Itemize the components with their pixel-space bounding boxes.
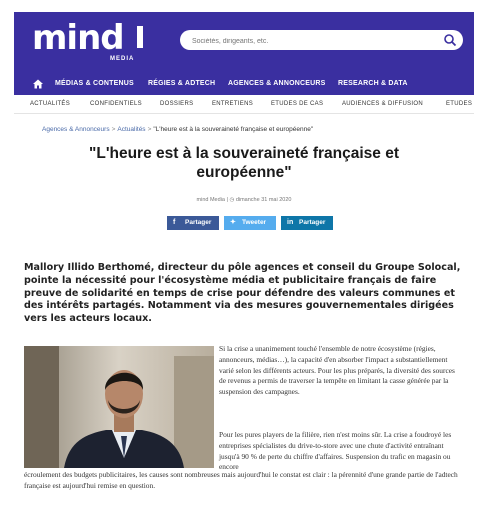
share-facebook-button[interactable] — [167, 216, 219, 230]
article-paragraph-3: écroulement des budgets publicitaires, les causes sont nombreuses mais aujourd'hui le constat est clair : la pérennité d'une grande partie de l'adtech française est aujourd'hui remise en question. — [24, 470, 458, 490]
breadcrumb-separator: > — [111, 126, 116, 133]
article-date: dimanche 31 mai 2020 — [235, 197, 292, 203]
breadcrumb — [42, 126, 313, 133]
search-input[interactable] — [180, 32, 420, 52]
article-author: mind Media — [196, 197, 225, 203]
article-paragraph-1: Si la crise a unanimement touché l'ensemble de notre écosystème (régies, annonceurs, médias…), la capacité d'en absorber l'impact a substantiellement varié selon les différents acteurs. Pour les plus préparés, la diversité des sources de revenus a permis de traverser la tempête en limitant la casse générée par la suspension des campagnes. — [219, 344, 455, 397]
share-twitter-label: Tweeter — [242, 219, 267, 226]
portrait-image — [24, 346, 214, 468]
clock-icon: ◷ — [229, 197, 235, 203]
breadcrumb-agences[interactable]: Agences & Annonceurs — [42, 126, 110, 133]
nav-agences-annonceurs[interactable]: AGENCES & ANNONCEURS — [228, 80, 326, 87]
logo-subtitle: MEDIA — [110, 56, 135, 62]
article-meta — [28, 197, 460, 203]
search-box — [180, 30, 463, 50]
article-title: "L'heure est à la souveraineté française et européenne" — [89, 145, 399, 181]
subnav-etudes[interactable]: ETUDES — [446, 101, 473, 107]
share-linkedin-button[interactable] — [281, 216, 333, 230]
subnav-etudes-de-cas[interactable]: ETUDES DE CAS — [271, 101, 324, 107]
subnav-dossiers[interactable]: DOSSIERS — [160, 101, 194, 107]
sub-nav — [14, 95, 474, 114]
breadcrumb-separator: > — [147, 126, 152, 133]
meta-divider: | — [226, 197, 230, 203]
home-icon[interactable] — [32, 78, 44, 90]
subnav-actualites[interactable]: ACTUALITÉS — [30, 101, 71, 107]
site-logo[interactable]: mind — [32, 18, 124, 58]
site-header — [14, 12, 474, 73]
article-lede: Mallory Illido Berthomé, directeur du pôle agences et conseil du Groupe Solocal, pointe la nécessité pour l'écosystème média et publicitaire français de faire preuve de solidarité en temps de crise pour défendre des valeurs communes et des intérêts partagés. Notamment via des mesures gouvernementales dirigées vers les acteurs locaux. — [24, 262, 461, 325]
nav-research-data[interactable]: RESEARCH & DATA — [338, 80, 408, 87]
subnav-confidentiels[interactable]: CONFIDENTIELS — [90, 101, 142, 107]
nav-regies-adtech[interactable]: RÉGIES & ADTECH — [148, 80, 216, 87]
article-header — [28, 114, 460, 240]
subnav-audiences-diffusion[interactable]: AUDIENCES & DIFFUSION — [342, 101, 423, 107]
twitter-icon: ✦ — [230, 219, 236, 226]
share-twitter-button[interactable] — [224, 216, 276, 230]
nav-medias-contenus[interactable]: MÉDIAS & CONTENUS — [55, 80, 134, 87]
search-icon[interactable] — [443, 33, 457, 47]
breadcrumb-actualites[interactable]: Actualités — [117, 126, 146, 133]
subnav-entretiens[interactable]: ENTRETIENS — [212, 101, 254, 107]
author-photo — [24, 346, 214, 468]
article-paragraph-2: Pour les pures players de la filière, rien n'est moins sûr. La crise a foudroyé les entreprises spécialistes du drive-to-store avec une chute d'activité entraînant jusqu'à 90 % de perte du chiffre d'affaires. Suspension du trafic en magasin ou encore — [219, 430, 452, 472]
main-nav — [14, 73, 474, 95]
linkedin-icon: in — [287, 219, 294, 226]
breadcrumb-current: "L'heure est à la souveraineté française et européenne" — [153, 126, 314, 133]
share-facebook-label: Partager — [185, 219, 212, 226]
facebook-icon: f — [173, 219, 176, 226]
logo-mark — [137, 26, 143, 48]
share-linkedin-label: Partager — [299, 219, 326, 226]
